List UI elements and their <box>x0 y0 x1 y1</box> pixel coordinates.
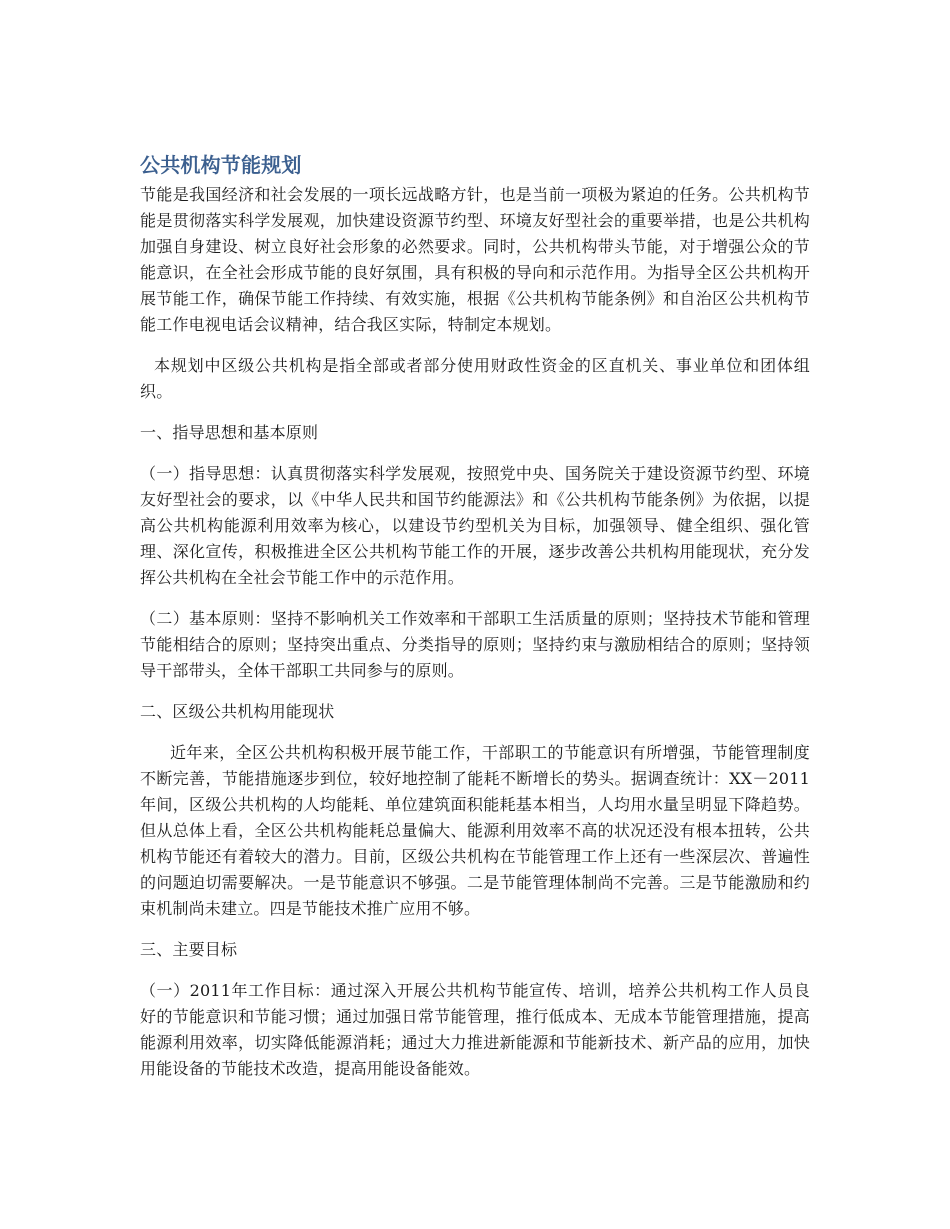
guiding-ideology-paragraph: （一）指导思想：认真贯彻落实科学发展观，按照党中央、国务院关于建设资源节约型、环境友好型社会的要求，以《中华人民共和国节约能源法》和《公共机构节能条例》为依据，以提高公共机构能源利用效率为核心，以建设节约型机关为目标，加强领导、健全组织、强化管理、深化宣传，积极推进全区公共机构节能工作的开展，逐步改善公共机构用能现状，充分发挥公共机构在全社会节能工作中的示范作用。 <box>140 464 810 587</box>
energy-status-paragraph: 近年来，全区公共机构积极开展节能工作，干部职工的节能意识有所增强，节能管理制度不断完善，节能措施逐步到位，较好地控制了能耗不断增长的势头。据调查统计：XX－2011年间，区级公共机构的人均能耗、单位建筑面积能耗基本相当，人均用水量呈明显下降趋势。但从总体上看，全区公共机构能耗总量偏大、能源利用效率不高的状况还没有根本扭转，公共机构节能还有着较大的潜力。目前，区级公共机构在节能管理工作上还有一些深层次、普遍性的问题迫切需要解决。一是节能意识不够强。二是节能管理体制尚不完善。三是节能激励和约束机制尚未建立。四是节能技术推广应用不够。 <box>140 743 810 918</box>
document-title: 公共机构节能规划 <box>140 153 302 177</box>
goals-2011-paragraph: （一）2011年工作目标：通过深入开展公共机构节能宣传、培训，培养公共机构工作人员良好的节能意识和节能习惯；通过加强日常节能管理，推行低成本、无成本节能管理措施，提高能源利用效率，切实降低能源消耗；通过大力推进新能源和节能新技术、新产品的应用，加快用能设备的节能技术改造，提高用能设备能效。 <box>140 981 810 1078</box>
basic-principles-paragraph: （二）基本原则：坚持不影响机关工作效率和干部职工生活质量的原则；坚持技术节能和管理节能相结合的原则；坚持突出重点、分类指导的原则；坚持约束与激励相结合的原则；坚持领导干部带头，全体干部职工共同参与的原则。 <box>140 609 810 680</box>
section-heading-guiding-principles: 一、指导思想和基本原则 <box>140 423 319 442</box>
intro-paragraph: 节能是我国经济和社会发展的一项长远战略方针，也是当前一项极为紧迫的任务。公共机构节能是贯彻落实科学发展观，加快建设资源节约型、环境友好型社会的重要举措，也是公共机构加强自身建设、树立良好社会形象的必然要求。同时，公共机构带头节能，对于增强公众的节能意识，在全社会形成节能的良好氛围，具有积极的导向和示范作用。为指导全区公共机构开展节能工作，确保节能工作持续、有效实施，根据《公共机构节能条例》和自治区公共机构节能工作电视电话会议精神，结合我区实际，特制定本规划。 <box>140 185 810 334</box>
document-page <box>140 150 810 1097</box>
section-heading-main-goals: 三、主要目标 <box>140 940 238 959</box>
scope-paragraph: 本规划中区级公共机构是指全部或者部分使用财政性资金的区直机关、事业单位和团体组织。 <box>140 356 810 401</box>
section-heading-energy-status: 二、区级公共机构用能现状 <box>140 702 335 721</box>
